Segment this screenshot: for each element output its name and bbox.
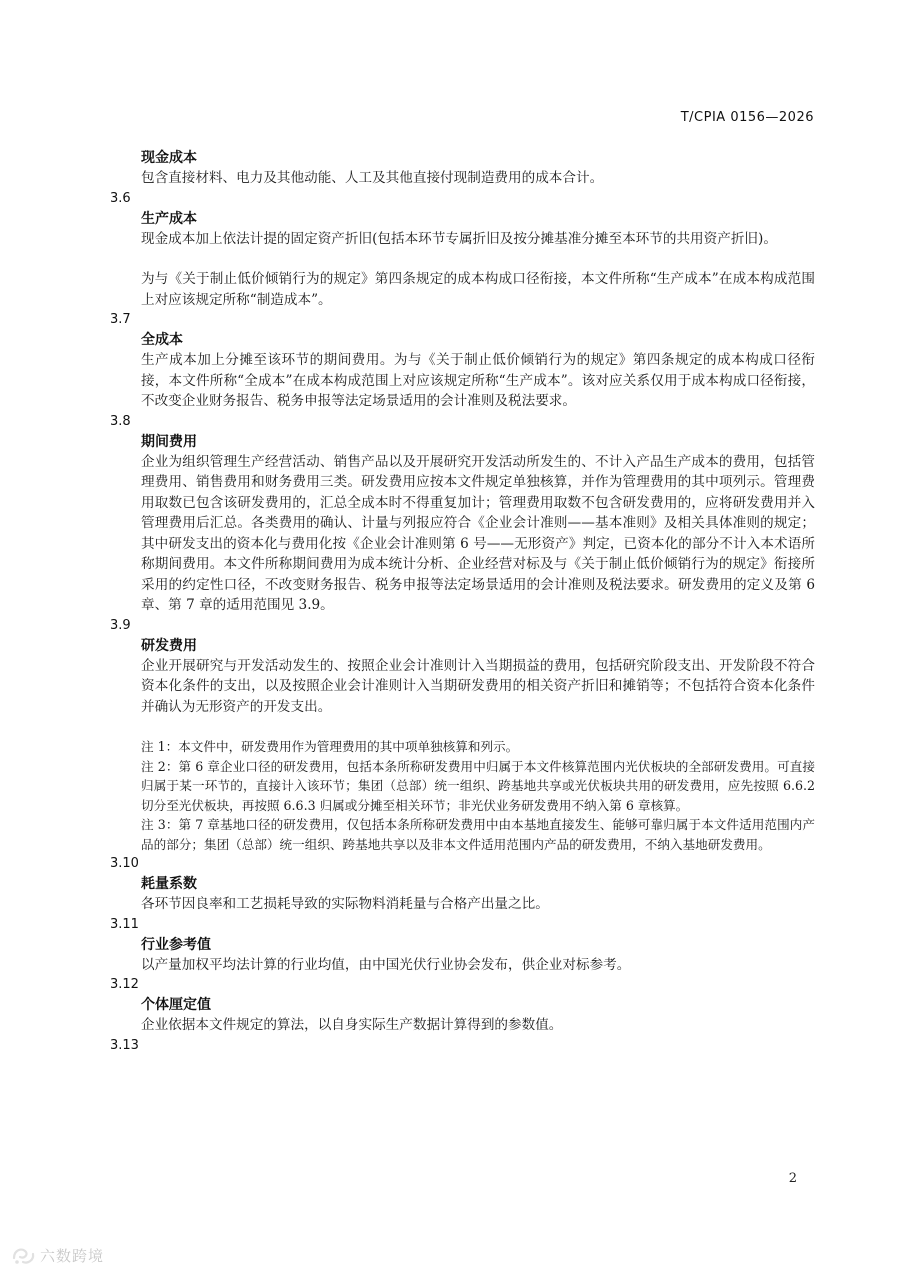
term-entry bbox=[141, 935, 815, 976]
term-paragraph: 为与《关于制止低价倾销行为的规定》第四条规定的成本构成口径衔接，本文件所称“生产成本”在成本构成范围上对应该规定所称“制造成本”。 bbox=[141, 271, 815, 308]
term-title: 全成本 bbox=[141, 332, 183, 348]
term-entry bbox=[141, 330, 815, 412]
term-entry bbox=[141, 995, 815, 1036]
term-definition: 企业开展研究与开发活动发生的、按照企业会计准则计入当期损益的费用，包括研究阶段支出、开发阶段不符合资本化条件的支出，以及按照企业会计准则计入当期研发费用的相关资产折旧和摊销等；不包括符合资本化条件并确认为无形资产的开发支出。 bbox=[141, 657, 815, 715]
page-number: 2 bbox=[788, 1171, 797, 1186]
term-entry-intro bbox=[141, 148, 815, 189]
term-title: 现金成本 bbox=[141, 150, 197, 166]
term-title: 期间费用 bbox=[141, 433, 197, 450]
term-entry bbox=[141, 874, 815, 915]
term-definition: 各环节因良率和工艺损耗导致的实际物料消耗量与合格产出量之比。 bbox=[141, 896, 549, 912]
section-number: 3.9 bbox=[110, 617, 131, 633]
section-number: 3.7 bbox=[110, 312, 131, 327]
document-content bbox=[110, 148, 815, 1056]
term-definition: 企业依据本文件规定的算法，以自身实际生产数据计算得到的参数值。 bbox=[141, 1017, 563, 1033]
section-number: 3.6 bbox=[110, 190, 131, 206]
term-title: 研发费用 bbox=[141, 637, 197, 654]
section-number: 3.11 bbox=[110, 916, 139, 932]
term-title: 个体厘定值 bbox=[141, 997, 211, 1013]
term-note: 注 3：第 7 章基地口径的研发费用，仅包括本条所称研发费用中由本基地直接发生、能够可靠归属于本文件适用范围内产品的部分；集团（总部）统一组织、跨基地共享以及非本文件适用范围内产品的研发费用，不纳入基地研发费用。 bbox=[141, 817, 815, 852]
watermark-text: 六数跨境 bbox=[40, 1246, 105, 1265]
section-number: 3.10 bbox=[110, 856, 139, 871]
section-number: 3.12 bbox=[110, 977, 139, 992]
watermark-logo-icon bbox=[10, 1244, 36, 1266]
document-code: T/CPIA 0156—2026 bbox=[680, 110, 814, 125]
term-definition: 包含直接材料、电力及其他动能、人工及其他直接付现制造费用的成本合计。 bbox=[141, 170, 604, 186]
term-definition: 生产成本加上分摊至该环节的期间费用。为与《关于制止低价倾销行为的规定》第四条规定的成本构成口径衔接，本文件所称“全成本”在成本构成范围上对应该规定所称“生产成本”。该对应关系仅用于成本构成口径衔接，不改变企业财务报告、税务申报等法定场景适用的会计准则及税法要求。 bbox=[141, 352, 815, 409]
term-title: 耗量系数 bbox=[141, 876, 197, 892]
term-title: 行业参考值 bbox=[141, 936, 211, 953]
term-entry bbox=[141, 432, 815, 616]
term-definition: 现金成本加上依法计提的固定资产折旧(包括本环节专属折旧及按分摊基准分摊至本环节的共用资产折旧)。 bbox=[141, 230, 777, 247]
term-entry bbox=[141, 636, 815, 855]
section-number: 3.13 bbox=[110, 1037, 139, 1053]
term-title: 生产成本 bbox=[141, 210, 197, 227]
term-note: 注 1：本文件中，研发费用作为管理费用的其中项单独核算和列示。 bbox=[141, 739, 519, 754]
term-note: 注 2：第 6 章企业口径的研发费用，包括本条所称研发费用中归属于本文件核算范围内光伏板块的全部研发费用。可直接归属于某一环节的，直接计入该环节；集团（总部）统一组织、跨基地共享或光伏板块共用的研发费用，应先按照 6.6.2 切分至光伏板块，再按照 6.6.3 归属或分摊至相关环节；非光伏业务研发费用不纳入第 6 章核算。 bbox=[141, 758, 815, 813]
term-definition: 以产量加权平均法计算的行业均值，由中国光伏行业协会发布，供企业对标参考。 bbox=[141, 956, 631, 973]
watermark bbox=[10, 1244, 104, 1266]
term-definition: 企业为组织管理生产经营活动、销售产品以及开展研究开发活动所发生的、不计入产品生产成本的费用，包括管理费用、销售费用和财务费用三类。研发费用应按本文件规定单独核算，并作为管理费用的其中项列示。管理费用取数已包含该研发费用的，汇总全成本时不得重复加计；管理费用取数不包含研发费用的，应将研发费用并入管理费用后汇总。各类费用的确认、计量与列报应符合《企业会计准则——基本准则》及相关具体准则的规定；其中研发支出的资本化与费用化按《企业会计准则第 6 号——无形资产》判定，已资本化的部分不计入本术语所称期间费用。本文件所称期间费用为成本统计分析、企业经营对标及与《关于制止低价倾销行为的规定》衔接所采用的约定性口径，不改变财务报告、税务申报等法定场景适用的会计准则及税法要求。研发费用的定义及第 6 章、第 7 章的适用范围见 3.9。 bbox=[141, 453, 815, 613]
section-number: 3.8 bbox=[110, 413, 131, 429]
term-entry bbox=[141, 209, 815, 311]
